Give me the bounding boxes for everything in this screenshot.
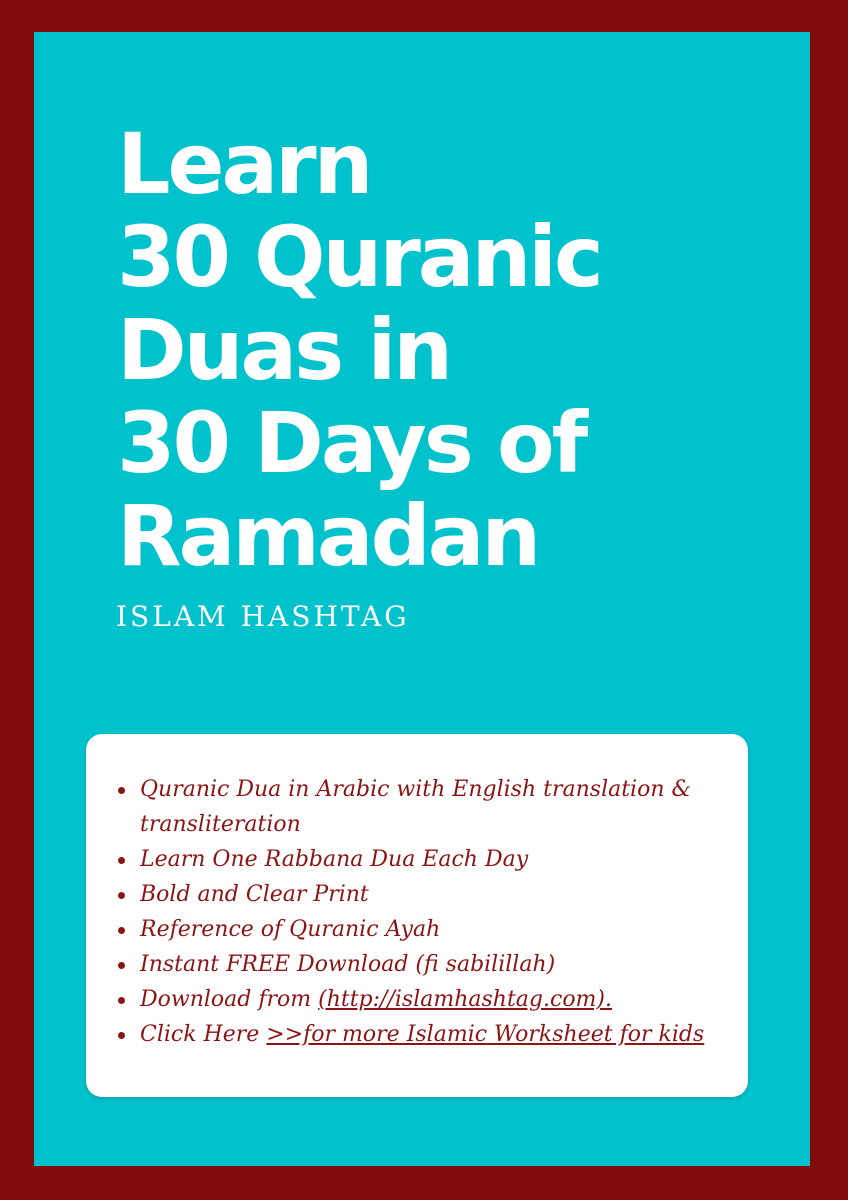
title-line: 30 Quranic [117, 208, 601, 306]
feature-item [140, 1017, 718, 1052]
feature-item [140, 982, 718, 1017]
cover-panel [34, 32, 810, 1166]
title-line: Learn [117, 115, 371, 213]
feature-item [140, 912, 718, 947]
title-line: 30 Days of [117, 394, 586, 492]
page-title [117, 115, 601, 585]
website-link[interactable]: (http://islamhashtag.com). [318, 987, 612, 1012]
features-list [86, 734, 748, 1052]
feature-text: Click Here [140, 1022, 267, 1047]
feature-text: Reference of Quranic Ayah [140, 917, 441, 942]
worksheets-link[interactable]: >>for more Islamic Worksheet for kids [266, 1022, 705, 1047]
author: ISLAM HASHTAG [116, 600, 410, 633]
title-line: Duas in [117, 301, 451, 399]
feature-text: Instant FREE Download (fi sabilillah) [140, 952, 556, 977]
feature-item [140, 842, 718, 877]
feature-text: Quranic Dua in Arabic with English translation & transliteration [140, 777, 692, 837]
feature-item [140, 947, 718, 982]
feature-item [140, 772, 718, 842]
feature-item [140, 877, 718, 912]
feature-text: Bold and Clear Print [140, 882, 369, 907]
feature-text: Learn One Rabbana Dua Each Day [140, 847, 529, 872]
features-box [86, 734, 748, 1097]
title-line: Ramadan [117, 487, 539, 585]
feature-text: Download from [140, 987, 319, 1012]
